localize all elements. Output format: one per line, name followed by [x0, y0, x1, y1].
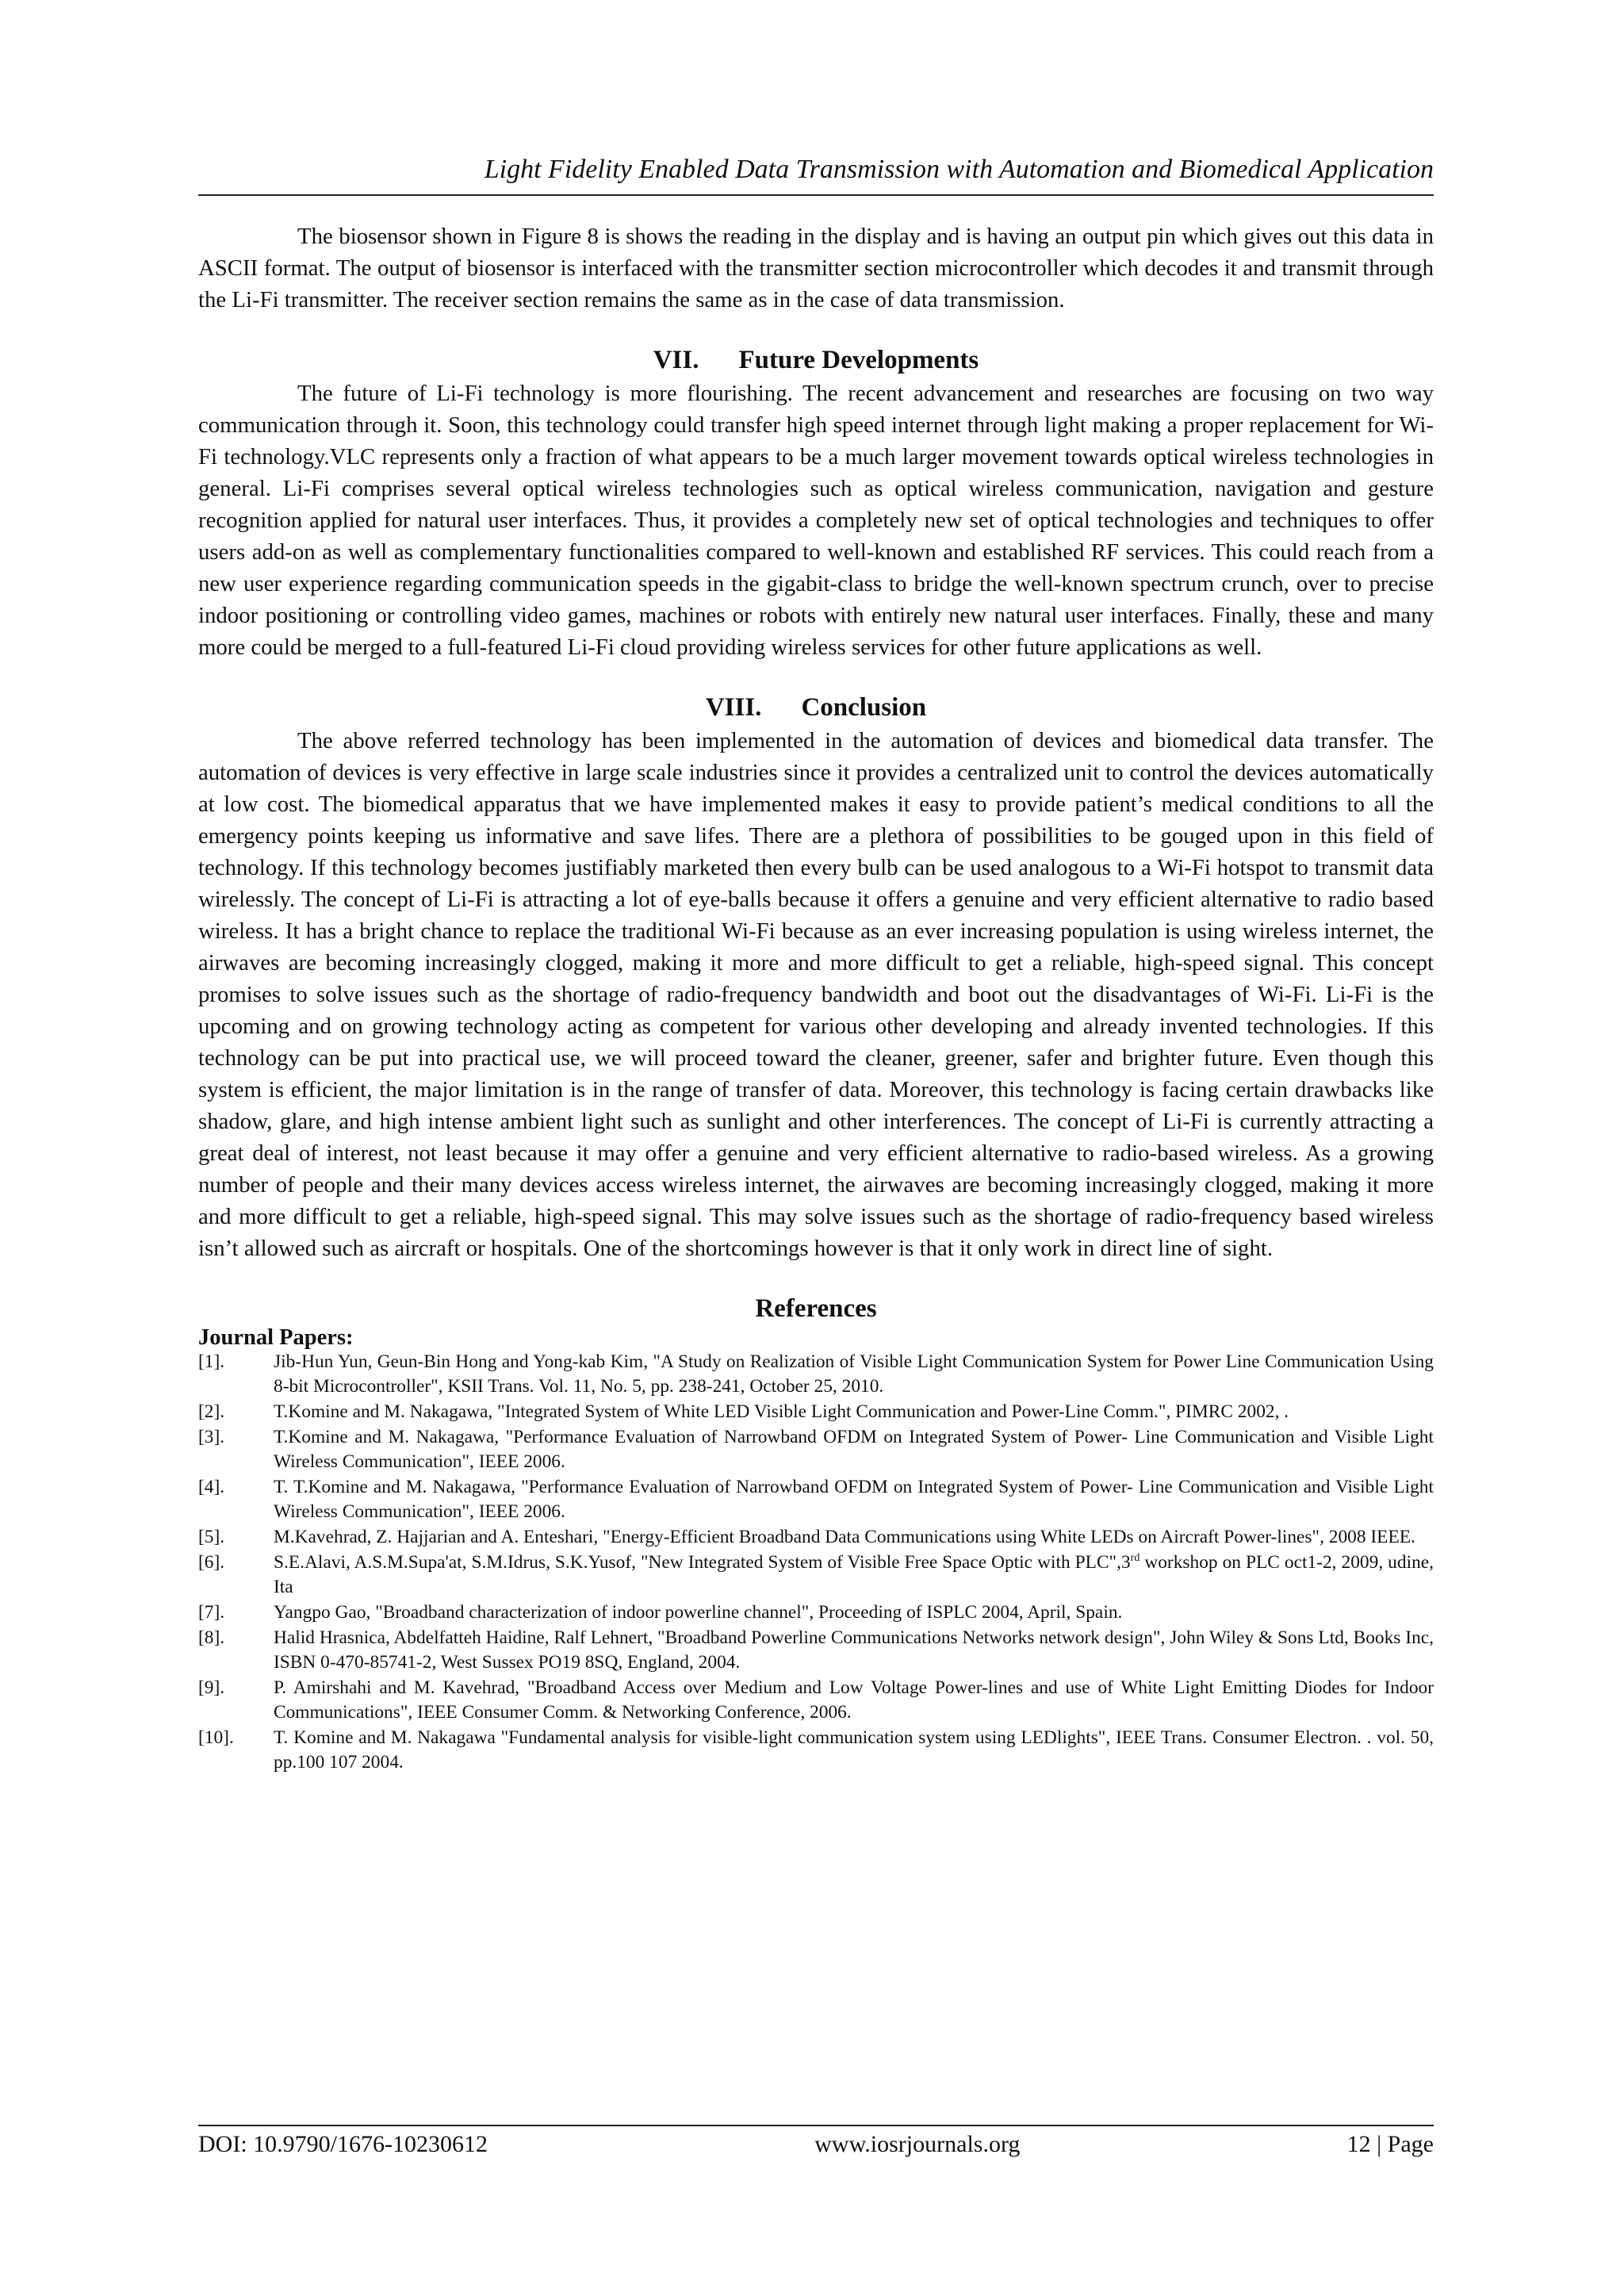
reference-text: T.Komine and M. Nakagawa, "Performance Evaluation of Narrowband OFDM on Integrated System of Power- Line Communication and Visible Light Wireless Communication", IEEE 2006. — [274, 1427, 1434, 1472]
conclusion-paragraph: The above referred technology has been implemented in the automation of devices and biomedical data transfer. The automation of devices is very effective in large scale industries since it provides a centralized unit to control the devices automatically at low cost. The biomedical apparatus that we have implemented makes it easy to provide patient’s medical conditions to all the emergency points keeping us informative and save lifes. There are a plethora of possibilities to be gouged upon in this field of technology. If this technology becomes justifiably marketed then every bulb can be used analogous to a Wi-Fi hotspot to transmit data wirelessly. The concept of Li-Fi is attracting a lot of eye-balls because it offers a genuine and very efficient alternative to radio based wireless. It has a bright chance to replace the traditional Wi-Fi because as an ever increasing population is using wireless internet, the airwaves are becoming increasingly clogged, making it more and more difficult to get a reliable, high-speed signal. This concept promises to solve issues such as the shortage of radio-frequency bandwidth and boot out the disadvantages of Wi-Fi. Li-Fi is the upcoming and on growing technology acting as competent for various other developing and already invented technologies. If this technology can be put into practical use, we will proceed toward the cleaner, greener, safer and brighter future. Even though this system is efficient, the major limitation is in the range of transfer of data. Moreover, this technology is facing certain drawbacks like shadow, glare, and high intense ambient light such as sunlight and other interferences. The concept of Li-Fi is currently attracting a great deal of interest, not least because it may offer a genuine and very efficient alternative to radio-based wireless. As a growing number of people and their many devices access wireless internet, the airwaves are becoming increasingly clogged, making it more and more difficult to get a reliable, high-speed signal. This may solve issues such as the shortage of radio-frequency based wireless isn’t allowed such as aircraft or hospitals. One of the shortcomings however is that it only work in direct line of sight. — [198, 728, 1434, 1261]
reference-number: [4]. — [198, 1477, 225, 1497]
section-heading-conclusion — [198, 690, 1434, 725]
reference-item — [198, 1600, 1434, 1625]
reference-item — [198, 1400, 1434, 1424]
intro-paragraph: The biosensor shown in Figure 8 is shows the reading in the display and is having an output pin which gives out this data in ASCII format. The output of biosensor is interfaced with the transmitter section microcontroller which decodes it and transmit through the Li-Fi transmitter. The receiver section remains the same as in the case of data transmission. — [198, 224, 1434, 312]
footer-page-number: 12 | Page — [1346, 2131, 1434, 2157]
reference-item — [198, 1550, 1434, 1600]
reference-number: [6]. — [198, 1552, 225, 1573]
section-title: Conclusion — [801, 693, 927, 722]
reference-number: [10]. — [198, 1727, 234, 1748]
reference-item — [198, 1726, 1434, 1775]
reference-item — [198, 1626, 1434, 1675]
reference-superscript: rd — [1130, 1552, 1140, 1565]
reference-text-part: workshop on PLC oct1-2, 2009, udine, Ita — [274, 1552, 1434, 1597]
reference-text: T.Komine and M. Nakagawa, "Integrated System of White LED Visible Light Communication and Power-Line Comm.", PIMRC 2002, . — [274, 1401, 1289, 1422]
footer-site-link[interactable]: www.iosrjournals.org — [814, 2131, 1021, 2157]
section-heading-future-developments — [198, 343, 1434, 378]
reference-list — [198, 1350, 1434, 1775]
reference-text: T. T.Komine and M. Nakagawa, "Performance Evaluation of Narrowband OFDM on Integrated System of Power- Line Communication and Visible Light Wireless Communication", IEEE 2006. — [274, 1477, 1434, 1522]
reference-item — [198, 1525, 1434, 1550]
running-title: Light Fidelity Enabled Data Transmission with Automation and Biomedical Application — [484, 155, 1434, 184]
reference-text: Yangpo Gao, "Broadband characterization of indoor powerline channel", Proceeding of ISPLC 2004, April, Spain. — [274, 1602, 1123, 1623]
section-number: VIII. — [705, 693, 762, 722]
reference-text: Halid Hrasnica, Abdelfatteh Haidine, Ralf Lehnert, "Broadband Powerline Communications Networks network design", John Wiley & Sons Ltd, Books Inc, ISBN 0-470-85741-2, West Sussex PO19 8SQ, England, 2004. — [274, 1627, 1434, 1673]
reference-number: [2]. — [198, 1401, 225, 1422]
references-subheading: Journal Papers: — [198, 1325, 354, 1350]
page-content — [198, 220, 1434, 1776]
reference-item — [198, 1475, 1434, 1524]
reference-text: Jib-Hun Yun, Geun-Bin Hong and Yong-kab Kim, "A Study on Realization of Visible Light Communication System for Power Line Communication Using 8-bit Microcontroller", KSII Trans. Vol. 11, No. 5, pp. 238-241, October 25, 2010. — [274, 1351, 1434, 1397]
reference-text: M.Kavehrad, Z. Hajjarian and A. Enteshari, "Energy-Efficient Broadband Data Communications using White LEDs on Aircraft Power-lines", 2008 IEEE. — [274, 1527, 1415, 1547]
reference-text-part: S.E.Alavi, A.S.M.Supa'at, S.M.Idrus, S.K.Yusof, "New Integrated System of Visible Free Space Optic with PLC",3 — [274, 1552, 1131, 1573]
references-heading: References — [755, 1294, 877, 1323]
reference-item — [198, 1676, 1434, 1725]
reference-number: [5]. — [198, 1527, 225, 1547]
reference-text: P. Amirshahi and M. Kavehrad, "Broadband Access over Medium and Low Voltage Power-lines and use of White Light Emitting Diodes for Indoor Communications", IEEE Consumer Comm. & Networking Conference, 2006. — [274, 1677, 1434, 1723]
reference-item — [198, 1425, 1434, 1474]
future-developments-paragraph: The future of Li-Fi technology is more flourishing. The recent advancement and researches are focusing on two way communication through it. Soon, this technology could transfer high speed internet through light making a proper replacement for Wi-Fi technology.VLC represents only a fraction of what appears to be a much larger movement towards optical wireless technologies in general. Li-Fi comprises several optical wireless technologies such as optical wireless communication, navigation and gesture recognition applied for natural user interfaces. Thus, it provides a completely new set of optical technologies and techniques to offer users add-on as well as complementary functionalities compared to well-known and established RF services. This could reach from a new user experience regarding communication speeds in the gigabit-class to bridge the well-known spectrum crunch, over to precise indoor positioning or controlling video games, machines or robots with entirely new natural user interfaces. Finally, these and many more could be merged to a full-featured Li-Fi cloud providing wireless services for other future applications as well. — [198, 381, 1434, 660]
reference-text — [274, 1550, 1434, 1600]
reference-number: [3]. — [198, 1427, 225, 1447]
reference-item — [198, 1350, 1434, 1399]
section-title: Future Developments — [738, 346, 979, 374]
section-number: VII. — [653, 346, 699, 374]
reference-number: [8]. — [198, 1627, 225, 1648]
page-footer — [198, 2129, 1434, 2160]
footer-rule — [198, 2125, 1434, 2126]
reference-text: T. Komine and M. Nakagawa "Fundamental analysis for visible-light communication system using LEDlights", IEEE Trans. Consumer Electron. . vol. 50, pp.100 107 2004. — [274, 1727, 1434, 1773]
footer-doi: DOI: 10.9790/1676-10230612 — [198, 2131, 488, 2157]
reference-number: [1]. — [198, 1351, 225, 1372]
reference-number: [7]. — [198, 1602, 225, 1623]
reference-number: [9]. — [198, 1677, 225, 1698]
header-rule — [198, 194, 1434, 196]
